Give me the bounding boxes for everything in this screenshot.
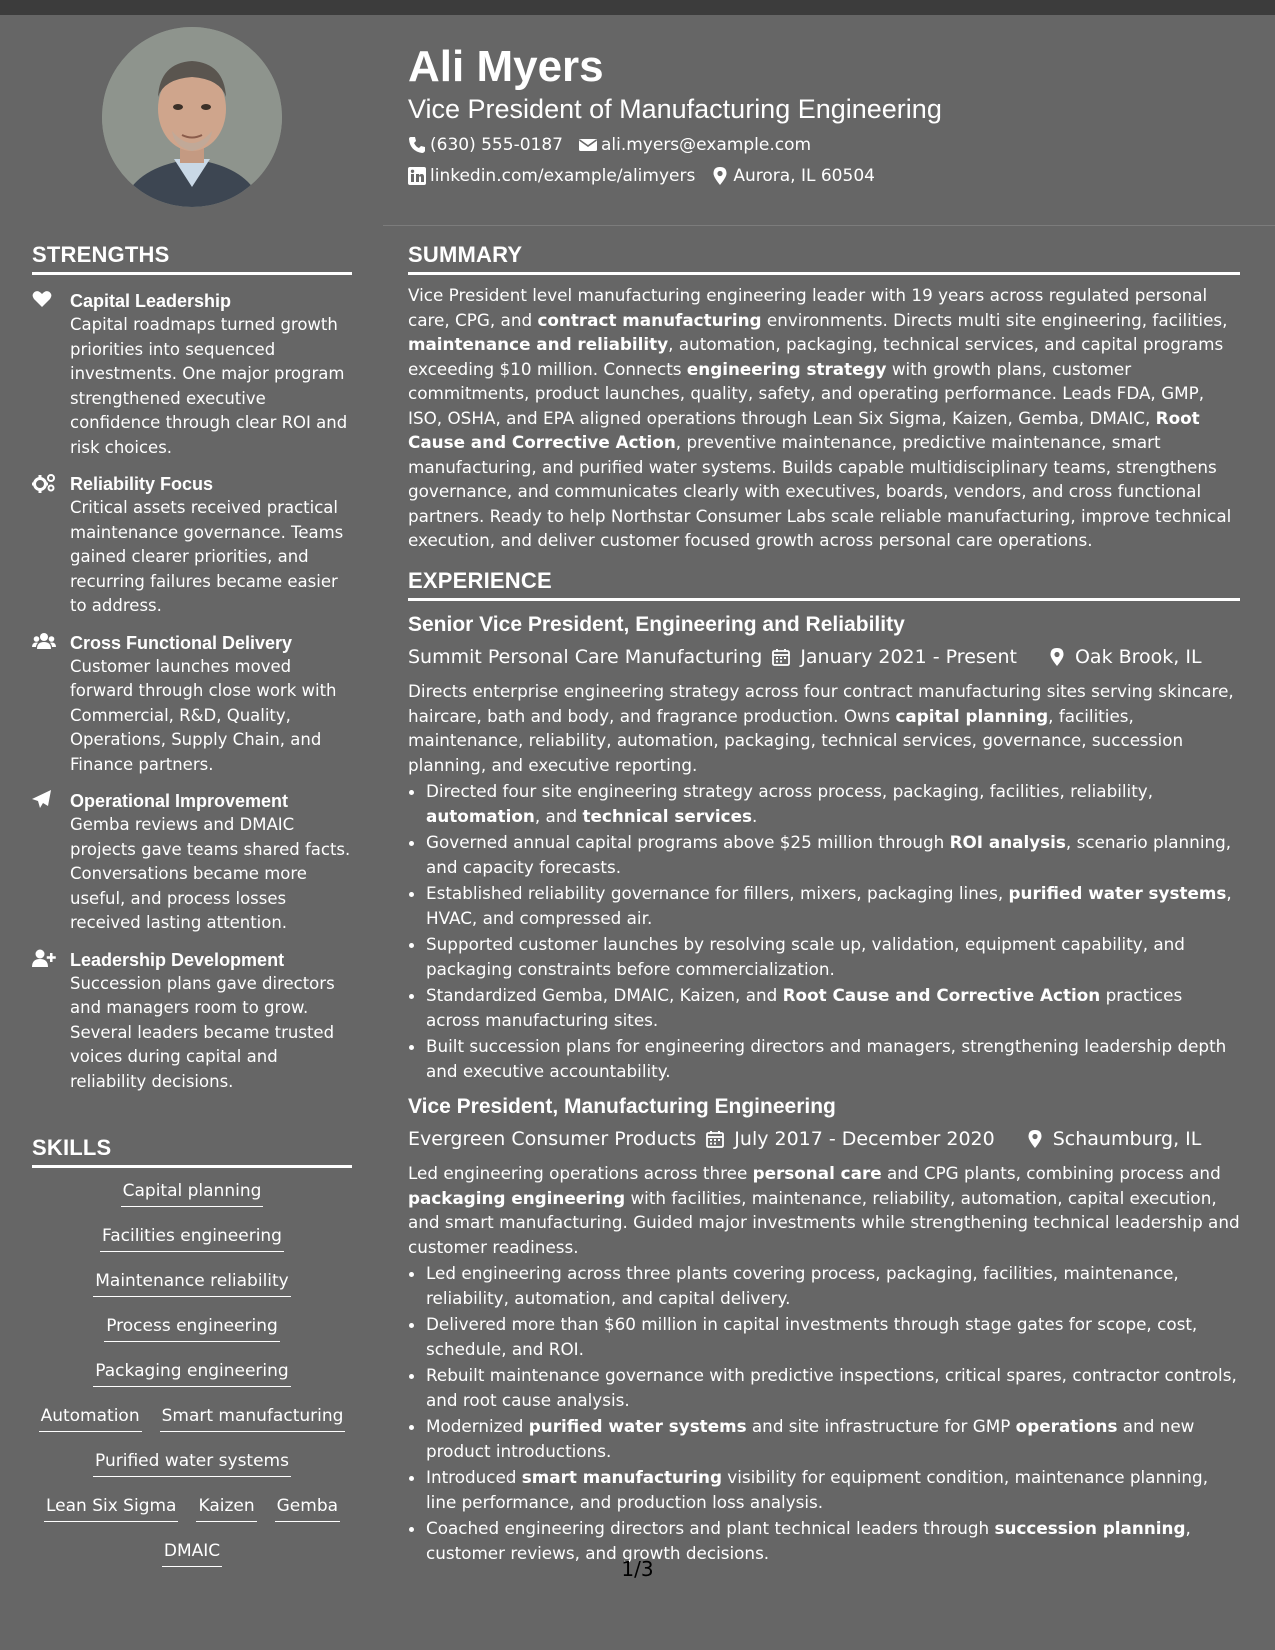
experience-heading: EXPERIENCE <box>408 568 1240 601</box>
candidate-name: Ali Myers <box>408 42 604 91</box>
strength-title: Reliability Focus <box>70 474 214 494</box>
strength-title: Cross Functional Delivery <box>70 632 293 653</box>
bullet-item <box>426 881 1240 930</box>
gears-icon <box>32 473 56 493</box>
strength-title: Leadership Development <box>70 949 285 970</box>
resume-page <box>0 15 1275 1650</box>
skill-tag: Lean Six Sigma <box>44 1493 179 1522</box>
heart-icon <box>32 290 56 310</box>
text-run: Standardized Gemba, DMAIC, Kaizen, and <box>426 985 783 1005</box>
bullet-item <box>426 830 1240 879</box>
text-run: Delivered more than $60 million in capital investments through stage gates for scope, cost, schedule, and ROI. <box>426 1314 1198 1359</box>
phone-text: (630) 555-0187 <box>430 135 563 155</box>
profile-photo <box>102 27 282 207</box>
skill-tag: Packaging engineering <box>93 1358 290 1387</box>
strength-text: Capital roadmaps turned growth priorities into sequenced investments. One major program strengthened executive confidence through clear ROI and risk choices. <box>70 315 348 457</box>
skill-row <box>32 1403 352 1448</box>
text-run-bold: succession planning <box>994 1518 1186 1538</box>
text-run: , scenario planning, and capacity forecasts. <box>426 832 1232 877</box>
text-run: with facilities, maintenance, reliability, automation, capital execution, and smart manufacturing. Guided major investments while strengthening technical leadership and customer readiness. <box>408 1187 1240 1257</box>
skill-row <box>32 1313 352 1358</box>
text-run-bold: smart manufacturing <box>521 1467 722 1487</box>
text-run-bold: technical services <box>582 805 752 826</box>
strength-title: Capital Leadership <box>70 291 232 311</box>
skill-tag: Kaizen <box>196 1493 256 1522</box>
job-title: Senior Vice President, Engineering and Reliability <box>408 613 905 636</box>
location-text: Aurora, IL 60504 <box>733 166 875 186</box>
skill-row <box>32 1223 352 1268</box>
summary-section <box>408 242 1240 553</box>
bullet-item <box>426 932 1240 981</box>
text-run: Directs enterprise engineering strategy across four contract manufacturing sites serving skincare, haircare, bath and body, and fragrance production. Owns <box>408 681 1234 726</box>
text-run-bold: purified water systems <box>528 1416 747 1436</box>
paper-plane-icon <box>32 790 56 810</box>
bullet-item <box>426 1261 1240 1310</box>
email-contact[interactable] <box>579 133 811 157</box>
strength-text: Succession plans gave directors and managers room to grow. Several leaders became trusted voices during capital and reliability decisions. <box>70 973 335 1091</box>
skill-tag: Smart manufacturing <box>160 1403 346 1432</box>
skill-tag: DMAIC <box>162 1538 222 1567</box>
users-icon <box>32 632 56 652</box>
skill-row <box>32 1268 352 1313</box>
text-run: Introduced <box>426 1467 522 1487</box>
experience-section <box>408 568 1240 1567</box>
text-run: Directed four site engineering strategy across process, packaging, facilities, reliability, <box>426 781 1154 801</box>
job-meta <box>408 1125 1240 1153</box>
skills-list <box>32 1178 352 1583</box>
strength-item <box>32 472 352 619</box>
skill-tag: Maintenance reliability <box>93 1268 291 1297</box>
skill-tag: Automation <box>39 1403 142 1432</box>
text-run: , preventive maintenance, predictive maintenance, smart manufacturing, and purified water systems. Builds capable multidisciplinary teams, strengthens governance, and communicates clearly with executives, boards, vendors, and cross functional partners. Ready to help Northstar Consumer Labs scale reliable manufacturing, improve technical execution, and deliver customer focused growth across personal care operations. <box>408 432 1232 550</box>
text-run: , customer reviews, and growth decisions. <box>426 1518 1191 1563</box>
candidate-role: Vice President of Manufacturing Engineering <box>408 94 942 124</box>
job-dates: January 2021 - Present <box>800 646 1017 668</box>
calendar-icon <box>706 1130 724 1148</box>
contact-line <box>408 133 1240 157</box>
text-run-bold: automation <box>426 805 535 826</box>
text-run-bold: purified water systems <box>1008 883 1227 903</box>
text-run: Governed annual capital programs above $25 million through <box>426 832 950 852</box>
job-description <box>408 679 1240 777</box>
text-run: . <box>752 805 758 826</box>
text-run: and site infrastructure for GMP <box>746 1416 1016 1436</box>
job-entry <box>408 1093 1240 1565</box>
linkedin-text: linkedin.com/example/alimyers <box>430 166 696 186</box>
strength-item <box>32 789 352 936</box>
linkedin-icon <box>408 167 426 185</box>
location-pin-icon <box>1049 648 1065 666</box>
location-pin-icon <box>1027 1130 1043 1148</box>
skill-tag: Process engineering <box>104 1313 280 1342</box>
portrait-image <box>102 27 282 207</box>
calendar-icon <box>772 648 790 666</box>
company-name: Evergreen Consumer Products <box>408 1128 697 1150</box>
text-run: Vice President level manufacturing engineering leader with 19 years across regulated personal care, CPG, and <box>408 285 1208 330</box>
text-run: Led engineering operations across three <box>408 1163 753 1183</box>
skill-tag: Gemba <box>275 1493 340 1522</box>
strength-item <box>32 631 352 778</box>
skills-section <box>32 1135 352 1583</box>
company-name: Summit Personal Care Manufacturing <box>408 646 763 668</box>
text-run: Led engineering across three plants covering process, packaging, facilities, maintenance, reliability, automation, and capital delivery. <box>426 1263 1179 1308</box>
job-bullets <box>408 1261 1240 1565</box>
job-bullets <box>408 779 1240 1083</box>
text-run: , and <box>534 805 583 826</box>
bullet-item <box>426 1312 1240 1361</box>
bullet-item <box>426 1414 1240 1463</box>
skill-row <box>32 1178 352 1223</box>
summary-text <box>408 283 1240 553</box>
text-run-bold: Root Cause and Corrective Action <box>782 985 1101 1005</box>
bullet-item <box>426 1363 1240 1412</box>
bullet-item <box>426 983 1240 1032</box>
text-run-bold: operations <box>1015 1416 1118 1436</box>
job-description <box>408 1161 1240 1259</box>
job-dates: July 2017 - December 2020 <box>734 1128 995 1150</box>
top-bar <box>0 0 1275 15</box>
strengths-section <box>32 242 352 1094</box>
skill-tag: Facilities engineering <box>100 1223 284 1252</box>
skill-tag: Capital planning <box>121 1178 264 1207</box>
bullet-item <box>426 1465 1240 1514</box>
contact-line <box>408 164 1240 188</box>
text-run: Built succession plans for engineering directors and managers, strengthening leadership depth and executive accountability. <box>426 1036 1227 1081</box>
strengths-heading: STRENGTHS <box>32 242 352 275</box>
skills-heading: SKILLS <box>32 1135 352 1168</box>
user-plus-icon <box>32 949 56 969</box>
skill-tag: Purified water systems <box>93 1448 291 1477</box>
text-run: and CPG plants, combining process and <box>881 1163 1221 1183</box>
skill-row <box>32 1493 352 1538</box>
text-run-bold: maintenance and reliability <box>408 334 669 354</box>
linkedin-contact[interactable] <box>408 164 695 188</box>
job-meta <box>408 643 1240 671</box>
text-run-bold: engineering strategy <box>686 358 887 379</box>
job-entry <box>408 611 1240 1083</box>
skill-row <box>32 1448 352 1493</box>
summary-heading: SUMMARY <box>408 242 1240 275</box>
text-run: visibility for equipment condition, maintenance planning, line performance, and production loss analysis. <box>426 1467 1209 1512</box>
text-run: Rebuilt maintenance governance with predictive inspections, critical spares, contractor controls, and root cause analysis. <box>426 1365 1237 1410</box>
bullet-item <box>426 1034 1240 1083</box>
header-divider <box>383 225 1275 226</box>
text-run: , facilities, maintenance, reliability, automation, packaging, technical services, governance, succession planning, and executive reporting. <box>408 705 1184 775</box>
phone-contact[interactable] <box>408 133 563 157</box>
strength-title: Operational Improvement <box>70 791 289 811</box>
text-run: Modernized <box>426 1416 529 1436</box>
text-run: and new product introductions. <box>426 1416 1195 1461</box>
text-run: environments. Directs multi site engineering, facilities, <box>761 309 1228 330</box>
strength-item <box>32 948 352 1095</box>
location-contact <box>711 164 875 188</box>
text-run: Supported customer launches by resolving scale up, validation, equipment capability, and packaging constraints before commercialization. <box>426 934 1185 979</box>
text-run: , automation, packaging, technical services, and capital programs exceeding $10 million. Connects <box>408 334 1224 379</box>
text-run-bold: contract manufacturing <box>537 309 762 330</box>
text-run: with growth plans, customer commitments, product launches, quality, safety, and operating performance. Leads FDA, GMP, ISO, OSHA, and EPA aligned operations through Lean Six Sigma, Kaizen, Gemba, DMAIC, <box>408 358 1205 428</box>
strength-item <box>32 289 352 460</box>
bullet-item <box>426 779 1240 828</box>
job-location: Oak Brook, IL <box>1074 646 1202 668</box>
skill-row <box>32 1358 352 1403</box>
text-run-bold: packaging engineering <box>408 1187 626 1208</box>
strength-text: Critical assets received practical maintenance governance. Teams gained clearer priorities, and recurring failures became easier to address. <box>70 498 344 615</box>
job-title: Vice President, Manufacturing Engineering <box>408 1095 836 1118</box>
email-text: ali.myers@example.com <box>600 135 812 155</box>
envelope-icon <box>579 136 597 154</box>
page-number: 1/3 <box>621 1557 654 1581</box>
text-run-bold: capital planning <box>895 705 1049 726</box>
strength-text: Gemba reviews and DMAIC projects gave teams shared facts. Conversations became more useful, and process losses received lasting attention. <box>70 815 351 932</box>
text-run-bold: personal care <box>752 1163 882 1183</box>
strength-text: Customer launches moved forward through close work with Commercial, R&D, Quality, Operations, Supply Chain, and Finance partners. <box>70 656 337 774</box>
phone-icon <box>408 136 426 154</box>
location-pin-icon <box>711 167 729 185</box>
right-column <box>408 15 1240 1563</box>
text-run: Coached engineering directors and plant technical leaders through <box>426 1518 995 1538</box>
text-run-bold: ROI analysis <box>949 832 1066 852</box>
text-run: Established reliability governance for fillers, mixers, packaging lines, <box>426 883 1009 903</box>
job-location: Schaumburg, IL <box>1052 1128 1202 1150</box>
text-run-bold: Root Cause and Corrective Action <box>408 407 1200 452</box>
text-run: practices across manufacturing sites. <box>426 985 1183 1030</box>
text-run: , HVAC, and compressed air. <box>426 883 1232 928</box>
